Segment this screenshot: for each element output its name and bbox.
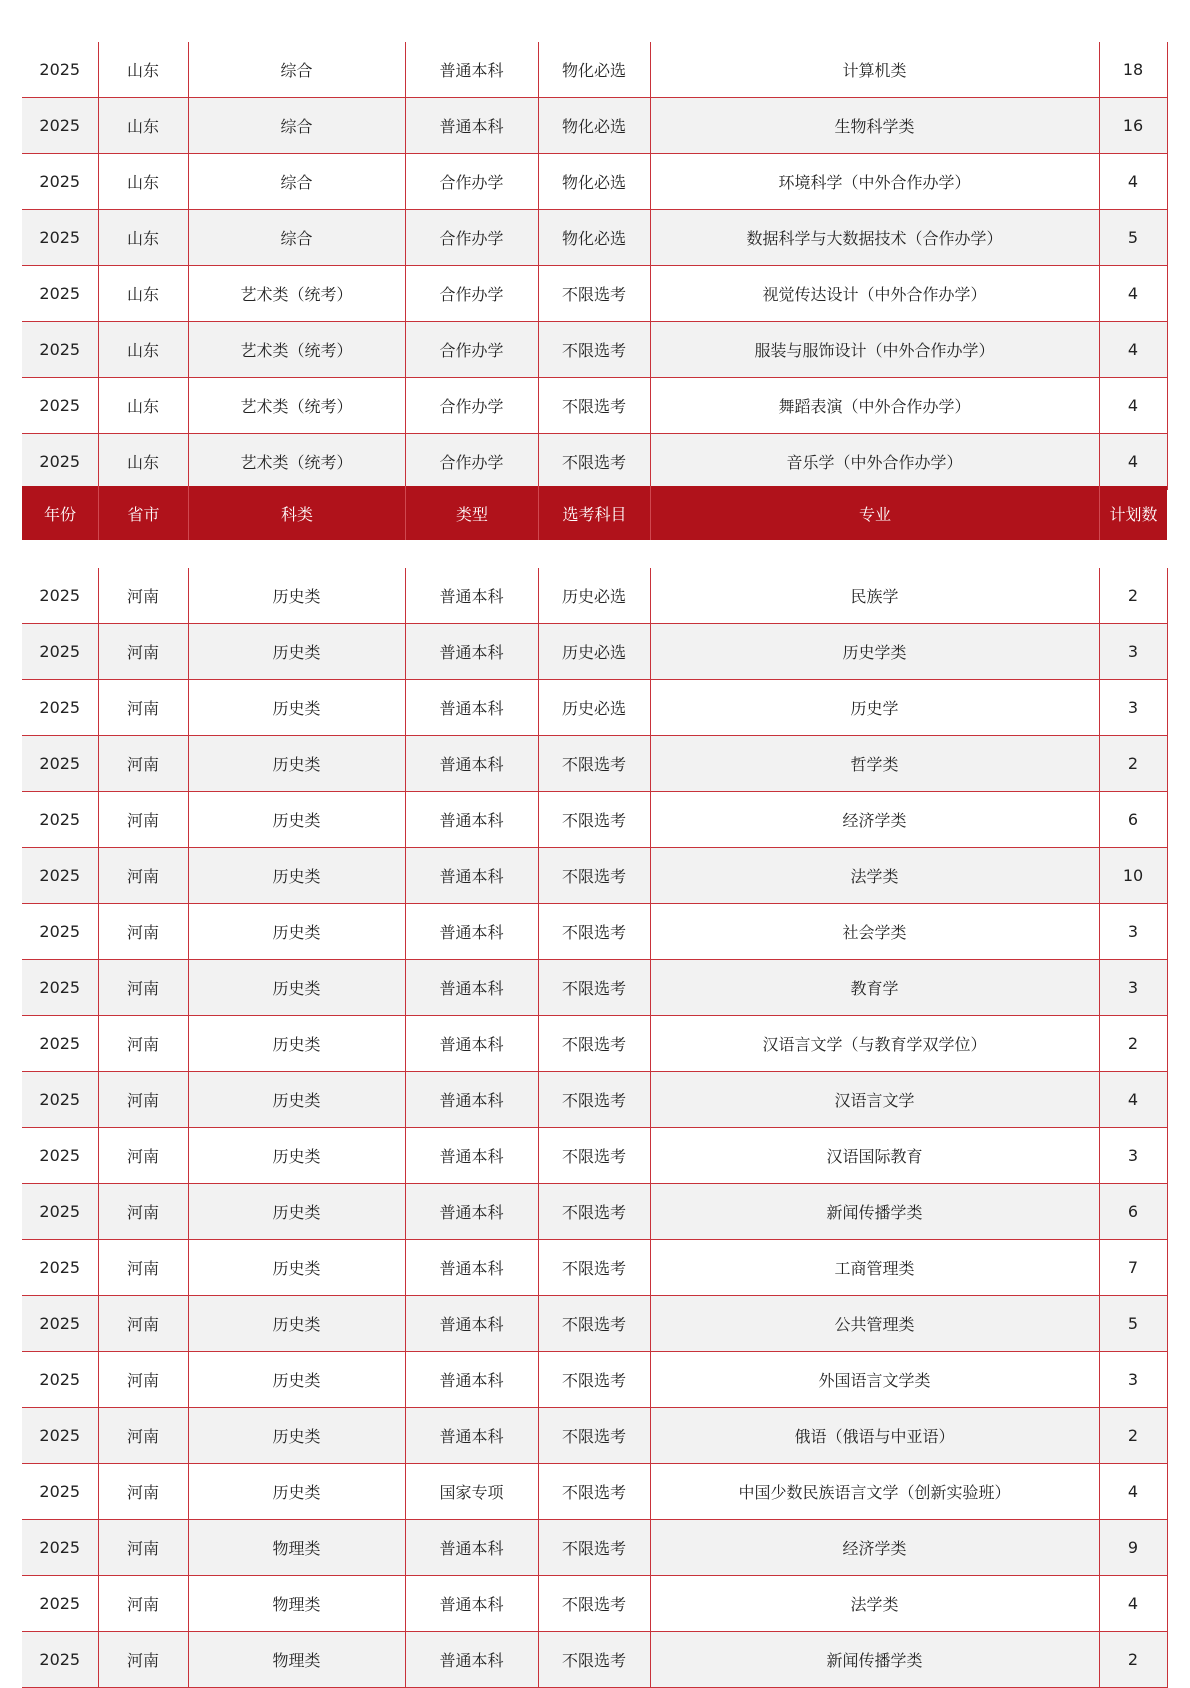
cell-plan: 5 xyxy=(1099,210,1167,266)
cell-province: 河南 xyxy=(98,904,188,960)
cell-elective: 不限选考 xyxy=(538,1632,650,1688)
cell-major: 外国语言文学类 xyxy=(650,1352,1099,1408)
cell-subject: 历史类 xyxy=(188,960,405,1016)
table-row xyxy=(22,1016,1167,1072)
cell-elective: 不限选考 xyxy=(538,266,650,322)
cell-year: 2025 xyxy=(22,1352,98,1408)
cell-plan: 10 xyxy=(1099,848,1167,904)
table-row xyxy=(22,154,1167,210)
table-row xyxy=(22,1576,1167,1632)
cell-subject: 历史类 xyxy=(188,1352,405,1408)
cell-major: 经济学类 xyxy=(650,792,1099,848)
cell-type: 普通本科 xyxy=(405,568,538,624)
cell-subject: 艺术类（统考） xyxy=(188,266,405,322)
cell-plan: 2 xyxy=(1099,1408,1167,1464)
table-row xyxy=(22,848,1167,904)
cell-major: 数据科学与大数据技术（合作办学） xyxy=(650,210,1099,266)
cell-plan: 3 xyxy=(1099,904,1167,960)
cell-type: 普通本科 xyxy=(405,1296,538,1352)
cell-plan: 7 xyxy=(1099,1240,1167,1296)
cell-plan: 5 xyxy=(1099,1296,1167,1352)
cell-elective: 不限选考 xyxy=(538,792,650,848)
table-row xyxy=(22,1296,1167,1352)
cell-elective: 历史必选 xyxy=(538,568,650,624)
cell-major: 新闻传播学类 xyxy=(650,1632,1099,1688)
cell-plan: 4 xyxy=(1099,266,1167,322)
cell-year: 2025 xyxy=(22,1632,98,1688)
cell-type: 普通本科 xyxy=(405,1072,538,1128)
cell-elective: 不限选考 xyxy=(538,1408,650,1464)
cell-elective: 物化必选 xyxy=(538,42,650,98)
cell-elective: 物化必选 xyxy=(538,154,650,210)
cell-type: 普通本科 xyxy=(405,624,538,680)
cell-subject: 物理类 xyxy=(188,1576,405,1632)
cell-plan: 3 xyxy=(1099,960,1167,1016)
cell-type: 合作办学 xyxy=(405,378,538,434)
cell-elective: 物化必选 xyxy=(538,210,650,266)
table-row xyxy=(22,434,1167,490)
cell-year: 2025 xyxy=(22,378,98,434)
cell-type: 普通本科 xyxy=(405,1352,538,1408)
cell-type: 普通本科 xyxy=(405,792,538,848)
cell-year: 2025 xyxy=(22,434,98,490)
cell-subject: 物理类 xyxy=(188,1632,405,1688)
table-row xyxy=(22,792,1167,848)
cell-subject: 历史类 xyxy=(188,736,405,792)
cell-major: 法学类 xyxy=(650,848,1099,904)
cell-plan: 6 xyxy=(1099,1184,1167,1240)
header-subject: 科类 xyxy=(188,486,405,540)
table-row xyxy=(22,1240,1167,1296)
cell-plan: 4 xyxy=(1099,1464,1167,1520)
cell-province: 山东 xyxy=(98,322,188,378)
cell-year: 2025 xyxy=(22,568,98,624)
cell-subject: 艺术类（统考） xyxy=(188,322,405,378)
cell-major: 汉语国际教育 xyxy=(650,1128,1099,1184)
cell-type: 普通本科 xyxy=(405,736,538,792)
cell-year: 2025 xyxy=(22,98,98,154)
cell-plan: 2 xyxy=(1099,568,1167,624)
cell-province: 河南 xyxy=(98,1072,188,1128)
cell-year: 2025 xyxy=(22,792,98,848)
cell-type: 国家专项 xyxy=(405,1464,538,1520)
cell-elective: 不限选考 xyxy=(538,1128,650,1184)
cell-plan: 4 xyxy=(1099,154,1167,210)
cell-major: 法学类 xyxy=(650,1576,1099,1632)
cell-province: 山东 xyxy=(98,266,188,322)
cell-province: 河南 xyxy=(98,1408,188,1464)
header-province: 省市 xyxy=(98,486,188,540)
cell-plan: 18 xyxy=(1099,42,1167,98)
cell-subject: 综合 xyxy=(188,98,405,154)
cell-subject: 历史类 xyxy=(188,680,405,736)
cell-year: 2025 xyxy=(22,624,98,680)
cell-province: 河南 xyxy=(98,1464,188,1520)
cell-type: 普通本科 xyxy=(405,680,538,736)
cell-major: 社会学类 xyxy=(650,904,1099,960)
cell-year: 2025 xyxy=(22,42,98,98)
cell-type: 普通本科 xyxy=(405,1240,538,1296)
cell-major: 历史学 xyxy=(650,680,1099,736)
cell-plan: 16 xyxy=(1099,98,1167,154)
cell-elective: 不限选考 xyxy=(538,1184,650,1240)
cell-major: 公共管理类 xyxy=(650,1296,1099,1352)
cell-province: 山东 xyxy=(98,42,188,98)
header-type: 类型 xyxy=(405,486,538,540)
cell-subject: 历史类 xyxy=(188,792,405,848)
cell-elective: 不限选考 xyxy=(538,848,650,904)
cell-type: 合作办学 xyxy=(405,434,538,490)
cell-province: 河南 xyxy=(98,1576,188,1632)
admission-plan-table-bottom xyxy=(22,568,1168,1688)
table-row xyxy=(22,378,1167,434)
cell-year: 2025 xyxy=(22,1072,98,1128)
cell-type: 普通本科 xyxy=(405,98,538,154)
cell-plan: 4 xyxy=(1099,322,1167,378)
cell-elective: 不限选考 xyxy=(538,736,650,792)
cell-type: 普通本科 xyxy=(405,1184,538,1240)
cell-year: 2025 xyxy=(22,154,98,210)
cell-province: 河南 xyxy=(98,1352,188,1408)
cell-elective: 不限选考 xyxy=(538,1464,650,1520)
cell-subject: 历史类 xyxy=(188,904,405,960)
cell-province: 山东 xyxy=(98,210,188,266)
cell-plan: 4 xyxy=(1099,378,1167,434)
table-header-row xyxy=(22,486,1167,540)
cell-year: 2025 xyxy=(22,1520,98,1576)
cell-elective: 不限选考 xyxy=(538,434,650,490)
cell-major: 生物科学类 xyxy=(650,98,1099,154)
cell-subject: 综合 xyxy=(188,154,405,210)
admission-plan-table-top xyxy=(22,42,1168,490)
table-row xyxy=(22,98,1167,154)
cell-major: 历史学类 xyxy=(650,624,1099,680)
cell-province: 河南 xyxy=(98,1128,188,1184)
cell-subject: 综合 xyxy=(188,42,405,98)
cell-major: 环境科学（中外合作办学） xyxy=(650,154,1099,210)
cell-plan: 9 xyxy=(1099,1520,1167,1576)
cell-elective: 不限选考 xyxy=(538,1240,650,1296)
cell-major: 计算机类 xyxy=(650,42,1099,98)
cell-type: 普通本科 xyxy=(405,1128,538,1184)
cell-major: 民族学 xyxy=(650,568,1099,624)
cell-subject: 历史类 xyxy=(188,1296,405,1352)
cell-province: 河南 xyxy=(98,736,188,792)
cell-plan: 3 xyxy=(1099,1352,1167,1408)
table-row xyxy=(22,960,1167,1016)
cell-plan: 3 xyxy=(1099,1128,1167,1184)
cell-elective: 不限选考 xyxy=(538,1072,650,1128)
table-row xyxy=(22,624,1167,680)
cell-year: 2025 xyxy=(22,1128,98,1184)
cell-major: 中国少数民族语言文学（创新实验班） xyxy=(650,1464,1099,1520)
cell-type: 普通本科 xyxy=(405,1016,538,1072)
table-row xyxy=(22,568,1167,624)
cell-year: 2025 xyxy=(22,1240,98,1296)
cell-province: 河南 xyxy=(98,792,188,848)
cell-year: 2025 xyxy=(22,736,98,792)
header-year: 年份 xyxy=(43,504,76,524)
cell-subject: 历史类 xyxy=(188,568,405,624)
cell-year: 2025 xyxy=(22,1464,98,1520)
cell-year: 2025 xyxy=(22,210,98,266)
cell-elective: 不限选考 xyxy=(538,960,650,1016)
cell-plan: 2 xyxy=(1099,1016,1167,1072)
cell-subject: 历史类 xyxy=(188,1184,405,1240)
cell-province: 山东 xyxy=(98,378,188,434)
cell-major: 新闻传播学类 xyxy=(650,1184,1099,1240)
cell-subject: 艺术类（统考） xyxy=(188,378,405,434)
cell-province: 河南 xyxy=(98,680,188,736)
cell-year: 2025 xyxy=(22,1576,98,1632)
cell-major: 教育学 xyxy=(650,960,1099,1016)
cell-province: 河南 xyxy=(98,568,188,624)
cell-major: 服装与服饰设计（中外合作办学） xyxy=(650,322,1099,378)
cell-elective: 不限选考 xyxy=(538,1352,650,1408)
cell-type: 普通本科 xyxy=(405,960,538,1016)
cell-subject: 历史类 xyxy=(188,1240,405,1296)
cell-year: 2025 xyxy=(22,680,98,736)
cell-year: 2025 xyxy=(22,266,98,322)
cell-year: 2025 xyxy=(22,1296,98,1352)
cell-province: 山东 xyxy=(98,98,188,154)
cell-type: 普通本科 xyxy=(405,848,538,904)
cell-province: 河南 xyxy=(98,848,188,904)
cell-year: 2025 xyxy=(22,1408,98,1464)
cell-type: 合作办学 xyxy=(405,154,538,210)
cell-elective: 不限选考 xyxy=(538,904,650,960)
table-row xyxy=(22,1128,1167,1184)
cell-major: 汉语言文学（与教育学双学位） xyxy=(650,1016,1099,1072)
cell-province: 河南 xyxy=(98,1184,188,1240)
cell-type: 普通本科 xyxy=(405,1408,538,1464)
cell-plan: 4 xyxy=(1099,434,1167,490)
cell-subject: 历史类 xyxy=(188,848,405,904)
cell-major: 俄语（俄语与中亚语） xyxy=(650,1408,1099,1464)
cell-subject: 艺术类（统考） xyxy=(188,434,405,490)
cell-elective: 不限选考 xyxy=(538,1520,650,1576)
table-row xyxy=(22,1632,1167,1688)
table-row xyxy=(22,1464,1167,1520)
cell-year: 2025 xyxy=(22,1016,98,1072)
cell-year: 2025 xyxy=(22,322,98,378)
cell-type: 合作办学 xyxy=(405,266,538,322)
cell-elective: 历史必选 xyxy=(538,680,650,736)
cell-type: 普通本科 xyxy=(405,1576,538,1632)
cell-major: 舞蹈表演（中外合作办学） xyxy=(650,378,1099,434)
table-row xyxy=(22,904,1167,960)
cell-major: 经济学类 xyxy=(650,1520,1099,1576)
cell-elective: 不限选考 xyxy=(538,378,650,434)
cell-subject: 物理类 xyxy=(188,1520,405,1576)
cell-subject: 历史类 xyxy=(188,1464,405,1520)
table-row xyxy=(22,736,1167,792)
header-elective: 选考科目 xyxy=(538,486,650,540)
cell-type: 普通本科 xyxy=(405,1520,538,1576)
cell-type: 普通本科 xyxy=(405,904,538,960)
cell-province: 河南 xyxy=(98,1632,188,1688)
cell-major: 哲学类 xyxy=(650,736,1099,792)
cell-type: 普通本科 xyxy=(405,1632,538,1688)
table-row xyxy=(22,322,1167,378)
cell-subject: 历史类 xyxy=(188,1408,405,1464)
cell-plan: 3 xyxy=(1099,624,1167,680)
cell-province: 河南 xyxy=(98,1296,188,1352)
cell-major: 汉语言文学 xyxy=(650,1072,1099,1128)
cell-plan: 6 xyxy=(1099,792,1167,848)
cell-plan: 2 xyxy=(1099,736,1167,792)
cell-elective: 历史必选 xyxy=(538,624,650,680)
cell-subject: 综合 xyxy=(188,210,405,266)
table-row xyxy=(22,1072,1167,1128)
cell-subject: 历史类 xyxy=(188,1072,405,1128)
table-row xyxy=(22,1352,1167,1408)
table-row xyxy=(22,1408,1167,1464)
cell-province: 河南 xyxy=(98,624,188,680)
cell-year: 2025 xyxy=(22,848,98,904)
header-major: 专业 xyxy=(650,486,1099,540)
cell-province: 河南 xyxy=(98,1240,188,1296)
cell-plan: 4 xyxy=(1099,1072,1167,1128)
header-plan: 计划数 xyxy=(1099,486,1167,540)
cell-major: 视觉传达设计（中外合作办学） xyxy=(650,266,1099,322)
cell-province: 河南 xyxy=(98,1520,188,1576)
cell-elective: 不限选考 xyxy=(538,1016,650,1072)
cell-year: 2025 xyxy=(22,960,98,1016)
cell-elective: 不限选考 xyxy=(538,1576,650,1632)
cell-subject: 历史类 xyxy=(188,1128,405,1184)
cell-province: 山东 xyxy=(98,434,188,490)
cell-province: 河南 xyxy=(98,960,188,1016)
cell-major: 工商管理类 xyxy=(650,1240,1099,1296)
cell-type: 普通本科 xyxy=(405,42,538,98)
table-row xyxy=(22,210,1167,266)
cell-province: 河南 xyxy=(98,1016,188,1072)
cell-elective: 不限选考 xyxy=(538,1296,650,1352)
cell-type: 合作办学 xyxy=(405,210,538,266)
cell-elective: 不限选考 xyxy=(538,322,650,378)
cell-plan: 4 xyxy=(1099,1576,1167,1632)
cell-year: 2025 xyxy=(22,904,98,960)
table-row xyxy=(22,680,1167,736)
cell-year: 2025 xyxy=(22,1184,98,1240)
cell-major: 音乐学（中外合作办学） xyxy=(650,434,1099,490)
cell-subject: 历史类 xyxy=(188,624,405,680)
cell-type: 合作办学 xyxy=(405,322,538,378)
cell-plan: 3 xyxy=(1099,680,1167,736)
table-row xyxy=(22,1184,1167,1240)
table-row xyxy=(22,266,1167,322)
table-row xyxy=(22,1520,1167,1576)
cell-province: 山东 xyxy=(98,154,188,210)
cell-plan: 2 xyxy=(1099,1632,1167,1688)
cell-elective: 物化必选 xyxy=(538,98,650,154)
cell-subject: 历史类 xyxy=(188,1016,405,1072)
table-row xyxy=(22,42,1167,98)
